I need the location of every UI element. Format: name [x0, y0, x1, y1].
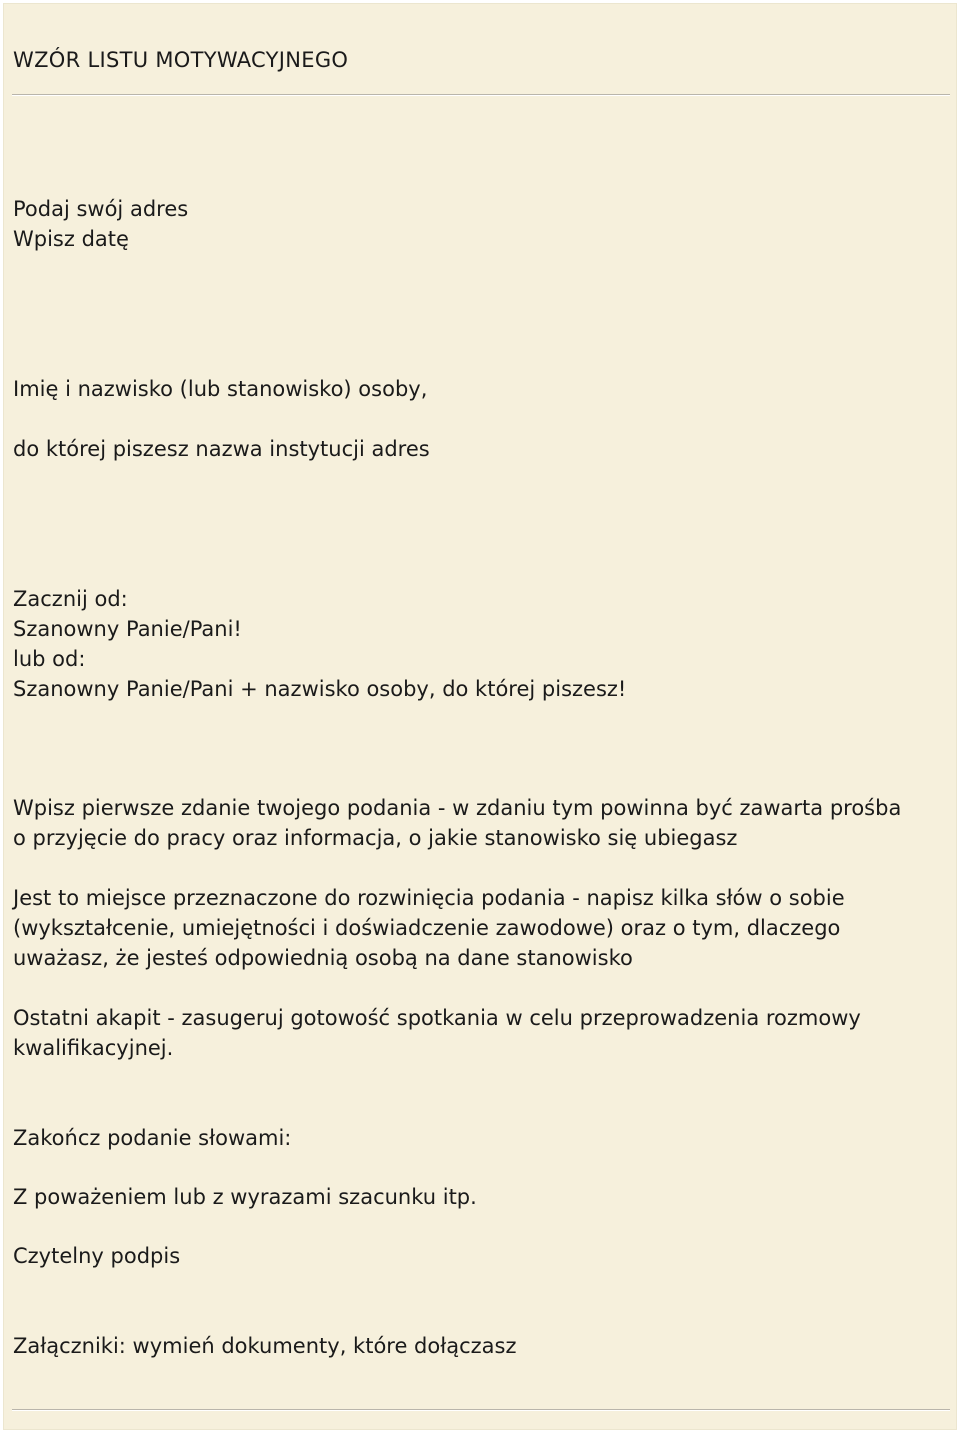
body-paragraph-3-line-2: kwalifikacyjnej.	[13, 1036, 174, 1060]
body-paragraph-3-line-1: Ostatni akapit - zasugeruj gotowość spotkania w celu przeprowadzenia rozmowy	[13, 1006, 861, 1030]
body-paragraph-1-line-1: Wpisz pierwsze zdanie twojego podania - w zdaniu tym powinna być zawarta prośba	[13, 796, 902, 820]
body-paragraph-1-line-2: o przyjęcie do pracy oraz informacja, o jakie stanowisko się ubiegasz	[13, 826, 738, 850]
body-paragraph-2-line-2: (wykształcenie, umiejętności i doświadczenie zawodowe) oraz o tym, dlaczego	[13, 916, 841, 940]
salutation-option-1: Szanowny Panie/Pani!	[13, 617, 242, 641]
sender-date: Wpisz datę	[13, 227, 129, 251]
signature: Czytelny podpis	[13, 1244, 181, 1268]
salutation-or: lub od:	[13, 647, 86, 671]
bottom-divider	[12, 1409, 950, 1411]
attachments: Załączniki: wymień dokumenty, które dołączasz	[13, 1334, 517, 1358]
sender-address: Podaj swój adres	[13, 197, 189, 221]
salutation-option-2: Szanowny Panie/Pani + nazwisko osoby, do której piszesz!	[13, 677, 627, 701]
letter-template-page	[3, 3, 957, 1430]
salutation-intro: Zacznij od:	[13, 587, 128, 611]
closing-intro: Zakończ podanie słowami:	[13, 1126, 292, 1150]
top-divider	[12, 94, 950, 96]
body-paragraph-2-line-1: Jest to miejsce przeznaczone do rozwinięcia podania - napisz kilka słów o sobie	[13, 886, 845, 910]
closing-words: Z poważeniem lub z wyrazami szacunku itp.	[13, 1185, 477, 1209]
body-paragraph-2-line-3: uważasz, że jesteś odpowiednią osobą na dane stanowisko	[13, 946, 633, 970]
page-title: WZÓR LISTU MOTYWACYJNEGO	[13, 48, 349, 72]
recipient-line-1: Imię i nazwisko (lub stanowisko) osoby,	[13, 377, 428, 401]
recipient-line-2: do której piszesz nazwa instytucji adres	[13, 437, 430, 461]
